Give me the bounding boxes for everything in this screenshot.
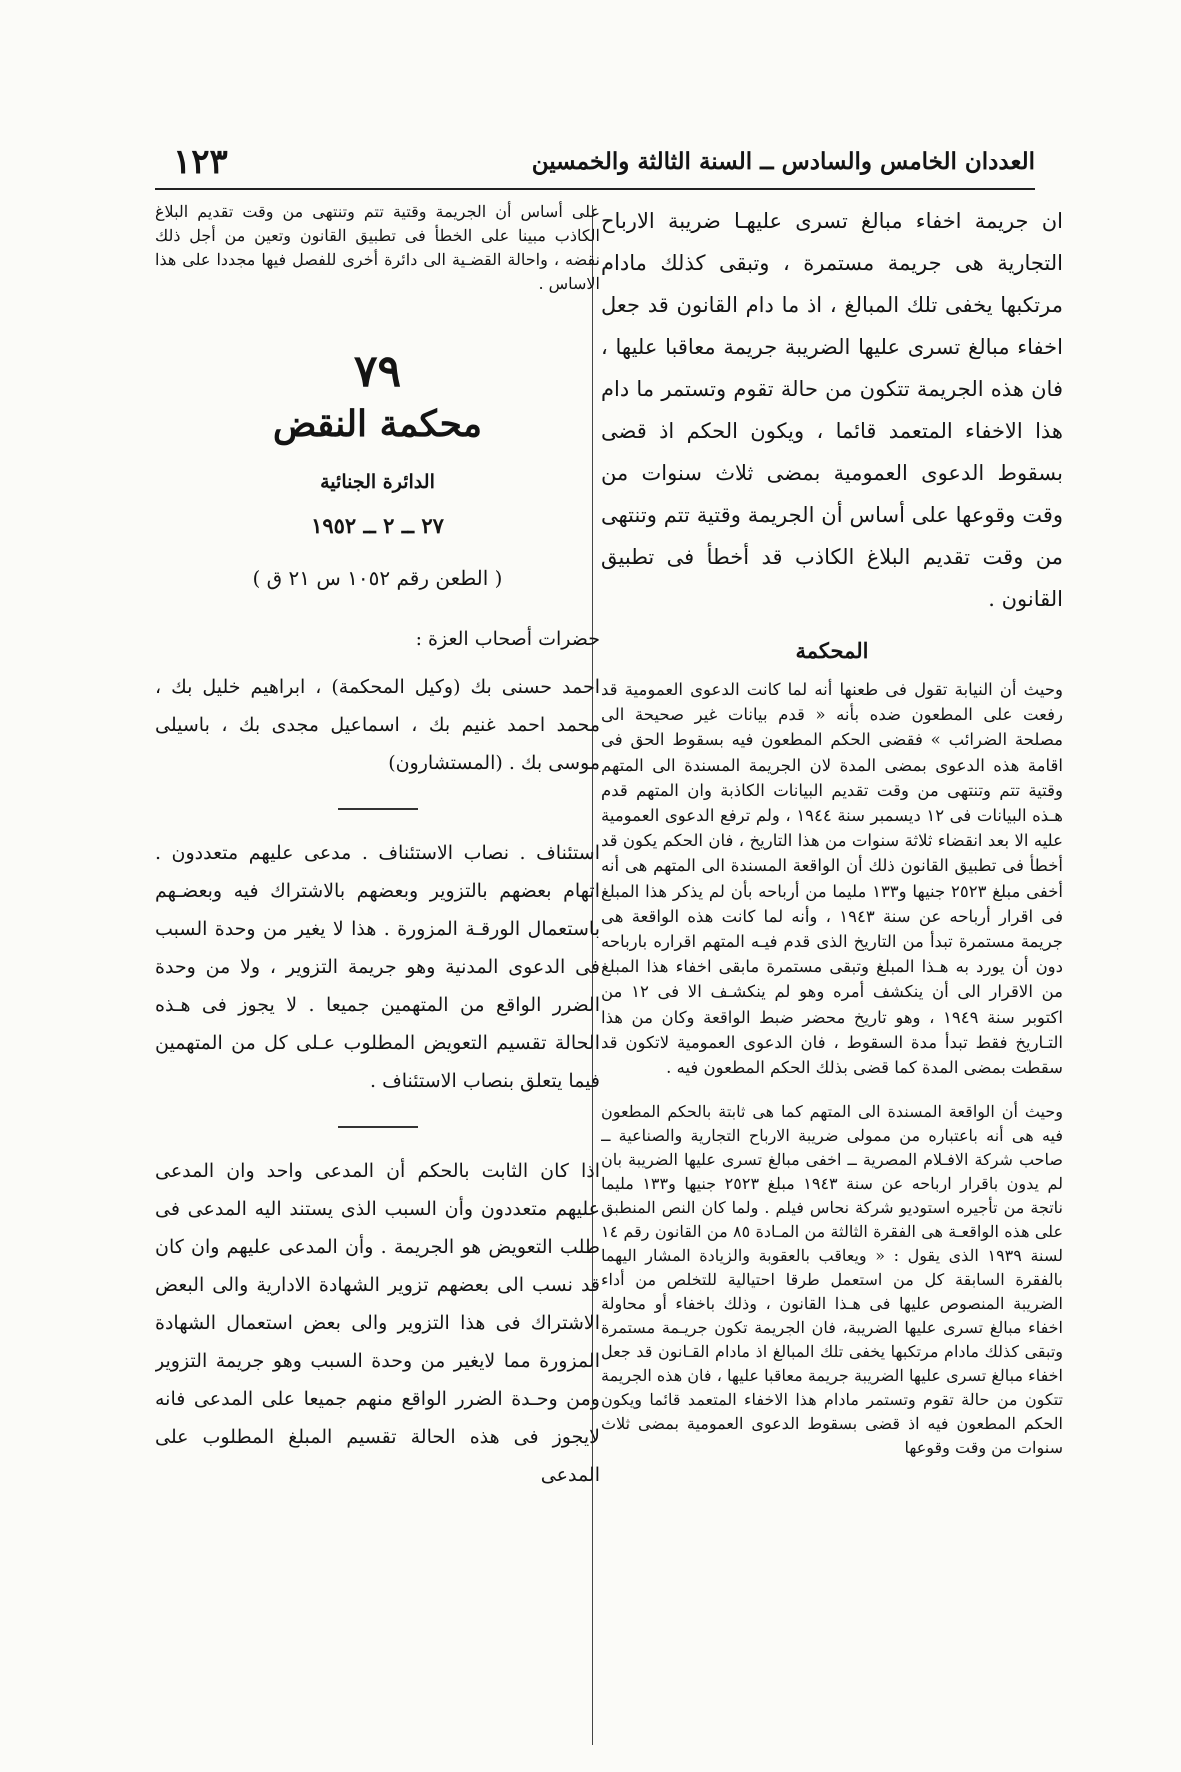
- court-heading: المحكمة: [795, 638, 869, 663]
- panel-members: احمد حسنى بك (وكيل المحكمة) ، ابراهيم خليل بك ، محمد احمد غنيم بك ، اسماعيل مجدى بك ، باسيلى موسى بك . (المستشارون): [155, 676, 600, 774]
- case-number: ٧٩: [353, 346, 402, 397]
- continuation-text: على أساس أن الجريمة وقتية تتم وتنتهى من وقت تقديم البلاغ الكاذب مبينا على الخطأ فى تطبيق القانون وتعين من أجل ذلك نقضه ، واحالة القضـية الى دائرة أخرى للفصل فيها مجددا على هذا الاساس .: [155, 202, 600, 293]
- section-rule: [338, 1126, 418, 1128]
- summary-text: استئناف . نصاب الاستئناف . مدعى عليهم متعددون . اتهام بعضهم بالتزوير وبعضهم بالاشتراك فيه وبعضـهم باستعمال الورقـة المزورة . هذا لا يغير من وحدة السبب فى الدعوى المدنية وهو جريمة التزوير ، ولا من وحدة الضرر الواقع من المتهمين جميعا . لا يجوز فى هـذه الحالة تقسيم التعويض المطلوب عـلى كل من المتهمين فيما يتعلق بنصاب الاستئناف .: [155, 842, 600, 1092]
- panel-title: حضرات أصحاب العزة :: [415, 628, 600, 650]
- principle-text: اذا كان الثابت بالحكم أن المدعى واحد وان المدعى عليهم متعددون وأن السبب الذى يستند اليه المدعى فى طلب التعويض هو الجريمة . وأن المدعى عليهم وان كان قد نسب الى بعضهم تزوير الشهادة الادارية والى البعض الاشتراك فى هذا التزوير والى بعض استعمال الشهادة المزورة مما لايغير من وحدة السبب وهو جريمة التزوير ومن وحـدة الضرر الواقع منهم جميعا على المدعى فانه لايجوز فى هذه الحالة تقسيم المبلغ المطلوب على المدعى: [155, 1160, 600, 1486]
- court-paragraph-1: وحيث أن النيابة تقول فى طعنها أنه لما كانت الدعوى العمومية قد رفعت على المطعون ضده بأنه « قدم بيانات غير صحيحة الى مصلحة الضرائب » فقضى الحكم المطعون فيه بسقوط الحق فى اقامة هذه الدعوى بمضى المدة لان الجريمة المسندة الى المتهم وقتية تتم وتنتهى من وقت تقديم البيانات الكاذبة وان المتهم قدم هـذه البيانات فى ١٢ ديسمبر سنة ١٩٤٤ ، ولم ترفع الدعوى العمومية عليه الا بعد انقضاء ثلاثة سنوات من هذا التاريخ ، فان الحكم يكون قد أخطأ فى تطبيق القانون ذلك أن الواقعة المسندة الى المتهم هى أنه أخفى مبلغ ٢٥٢٣ جنيها و١٣٣ مليما من أرباحه بأن لم يذكر هذا المبلغ فى اقرار أرباحه عن سنة ١٩٤٣ ، وأنه لما كانت هذه الواقعة هى جريمة مستمرة تبدأ من التاريخ الذى قدم فيـه المتهم اقراره بارباحه دون أن يورد به هـذا المبلغ وتبقى مستمرة مابقى اخفاء هذا المبلغ من الاقرار الى أن ينكشف أمره وهو لم ينكشـف الا فى ١٢ من اكتوبر سنة ١٩٤٩ ، وهو تاريخ محضر ضبط الواقعة وكان من هذا التـاريخ فقط تبدأ مدة السقوط ، فان الدعوى العمومية لاتكون قد سقطت بمضى المدة كما قضى بذلك الحكم المطعون فيه .: [601, 680, 1063, 1078]
- paragraph-gap: [601, 1080, 1063, 1100]
- court-paragraph-2: وحيث أن الواقعة المسندة الى المتهم كما هى ثابتة بالحكم المطعون فيه هى أنه باعتباره من ممولى ضريبة الارباح التجارية والصناعية ــ صاحب شركة الافـلام المصرية ــ اخفى مبالغ تسرى عليها الضريبة بان لم يدون باقرار ارباحه عن سنة ١٩٤٣ مبلغ ٢٥٢٣ جنيها و١٣٣ مليما ناتجة من تأجيره استوديو شركة نحاس فيلم . ولما كان النص المنطبق على هذه الواقعـة هى الفقرة الثالثة من المـادة ٨٥ من القانون رقم ١٤ لسنة ١٩٣٩ الذى يقول : « ويعاقب بالعقوبة والزيادة المشار اليهما بالفقرة السابقة كل من استعمل طرقا احتيالية للتخلص من أداء الضريبة المنصوص عليها فى هـذا القانون ، وذلك باخفاء أو محاولة اخفاء مبالغ تسرى عليها الضريبة، فان الجريمة تكون جريـمة مستمرة وتبقى كذلك مادام مرتكبها يخفى تلك المبالغ اذ مادام القـانون قد جعل اخفاء مبالغ تسرى عليها الضريبة جريمة معاقبا عليها ، فان هذه الجريمة تتكون من حالة تقوم وتستمر مادام هذا الاخفاء المتعمد قائما ويكون الحكم المطعون فيه اذ قضى بسقوط الدعوى العمومية بمضى ثلاث سنوات من وقت وقوعها: [601, 1102, 1063, 1458]
- running-title: العددان الخامس والسادس ــ السنة الثالثة والخمسين: [531, 148, 1035, 175]
- section-rule: [338, 808, 418, 810]
- page-header: [155, 138, 1035, 190]
- appeal-reference: ( الطعن رقم ١٠٥٢ س ٢١ ق ): [252, 566, 503, 590]
- circuit-name: الدائرة الجنائية: [320, 471, 435, 493]
- decision-date: ٢٧ ــ ٢ ــ ١٩٥٢: [311, 513, 444, 538]
- page-number: ١٢٣: [173, 142, 228, 182]
- court-name: محكمة النقض: [272, 403, 483, 445]
- right-column: [601, 200, 1063, 1742]
- intro-text: ان جريمة اخفاء مبالغ تسرى عليهـا ضريبة الارباح التجارية هى جريمة مستمرة ، وتبقى كذلك مادام مرتكبها يخفى تلك المبالغ ، اذ ما دام القانون قد جعل اخفاء مبالغ تسرى عليها الضريبة جريمة معاقبا عليها ، فان هذه الجريمة تتكون من حالة تقوم وتستمر ما دام هذا الاخفاء المتعمد قائما ، ويكون الحكم اذ قضى بسقوط الدعوى العمومية بمضى ثلاث سنوات من وقت وقوعها على أساس أن الجريمة وقتية تتم وتنتهى من وقت تقديم البلاغ الكاذب قد أخطأ فى تطبيق القانون .: [601, 209, 1063, 611]
- left-column: [155, 200, 600, 1742]
